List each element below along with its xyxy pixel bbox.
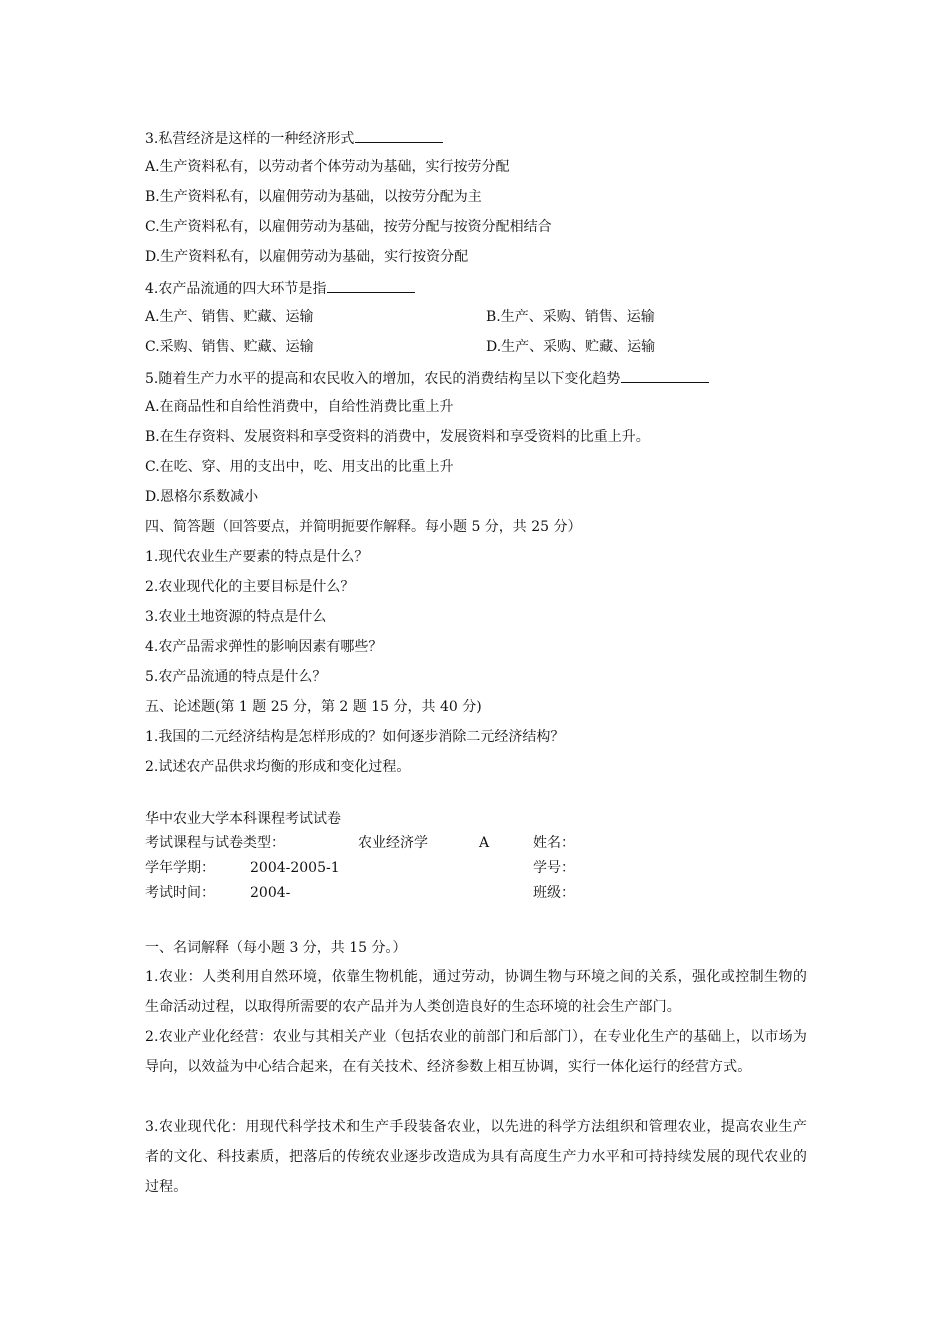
q5-option-b: B.在生存资料、发展资料和享受资料的消费中，发展资料和享受资料的比重上升。 [145,429,650,445]
q3-option-d: D.生产资料私有，以雇佣劳动为基础，实行按资分配 [145,249,469,265]
q4-option-a: A.生产、销售、贮藏、运输 [145,309,314,325]
q3-option-c: C.生产资料私有，以雇佣劳动为基础，按劳分配与按资分配相结合 [145,219,552,235]
q4-stem [145,277,415,299]
section4-item: 2.农业现代化的主要目标是什么？ [145,579,355,595]
class-label: 班级： [533,885,575,901]
q5-answer-blank [621,367,709,383]
q3-stem [145,127,443,149]
q4-option-d: D.生产、采购、贮藏、运输 [486,339,656,355]
course-value: 农业经济学 [358,835,428,851]
section5-item: 2.试述农产品供求均衡的形成和变化过程。 [145,759,411,775]
term-value: 2004-2005-1 [250,860,340,876]
section1-heading: 一、名词解释（每小题 3 分，共 15 分。） [145,940,407,956]
section4-item: 1.现代农业生产要素的特点是什么？ [145,549,369,565]
section4-item: 5.农产品流通的特点是什么？ [145,669,327,685]
section5-item: 1.我国的二元经济结构是怎样形成的？如何逐步消除二元经济结构？ [145,729,565,745]
definition-industrialization: 2.农业产业化经营：农业与其相关产业（包括农业的前部门和后部门），在专业化生产的基础上，以市场为导向，以效益为中心结合起来，在有关技术、经济参数上相互协调，实行一体化运行的经营方式。 [145,1029,807,1075]
time-value: 2004- [250,885,291,901]
section4-item: 3.农业土地资源的特点是什么 [145,609,327,625]
q4-stem-text: 4.农产品流通的四大环节是指 [145,281,327,297]
exam-title: 华中农业大学本科课程考试试卷 [145,811,341,827]
time-label: 考试时间： [145,885,215,901]
q5-stem [145,367,709,389]
section4-heading: 四、简答题（回答要点，并简明扼要作解释。每小题 5 分，共 25 分） [145,519,582,535]
definition-agriculture: 1.农业：人类利用自然环境，依靠生物机能，通过劳动，协调生物与环境之间的关系，强化或控制生物的生命活动过程，以取得所需要的农产品并为人类创造良好的生态环境的社会生产部门。 [145,969,807,1015]
section4-item: 4.农产品需求弹性的影响因素有哪些？ [145,639,383,655]
q3-answer-blank [355,127,443,143]
term-label: 学年学期： [145,860,215,876]
q3-option-a: A.生产资料私有，以劳动者个体劳动为基础，实行按劳分配 [145,159,510,175]
course-label: 考试课程与试卷类型： [145,835,285,851]
definition-modernization: 3.农业现代化：用现代科学技术和生产手段装备农业，以先进的科学方法组织和管理农业，提高农业生产者的文化、科技素质，把落后的传统农业逐步改造成为具有高度生产力水平和可持持续发展的现代农业的过程。 [145,1119,807,1195]
q5-option-d: D.恩格尔系数减小 [145,489,259,505]
q4-option-b: B.生产、采购、销售、运输 [486,309,655,325]
q5-stem-text: 5.随着生产力水平的提高和农民收入的增加，农民的消费结构呈以下变化趋势 [145,371,621,387]
q5-option-c: C.在吃、穿、用的支出中，吃、用支出的比重上升 [145,459,454,475]
section5-heading: 五、论述题(第 1 题 25 分，第 2 题 15 分，共 40 分) [145,699,482,715]
q4-answer-blank [327,277,415,293]
student-id-label: 学号： [533,860,575,876]
paper-type: A [479,835,490,851]
q5-option-a: A.在商品性和自给性消费中，自给性消费比重上升 [145,399,454,415]
q3-stem-text: 3.私营经济是这样的一种经济形式 [145,131,355,147]
q3-option-b: B.生产资料私有，以雇佣劳动为基础，以按劳分配为主 [145,189,482,205]
q4-option-c: C.采购、销售、贮藏、运输 [145,339,314,355]
name-label: 姓名： [533,835,575,851]
